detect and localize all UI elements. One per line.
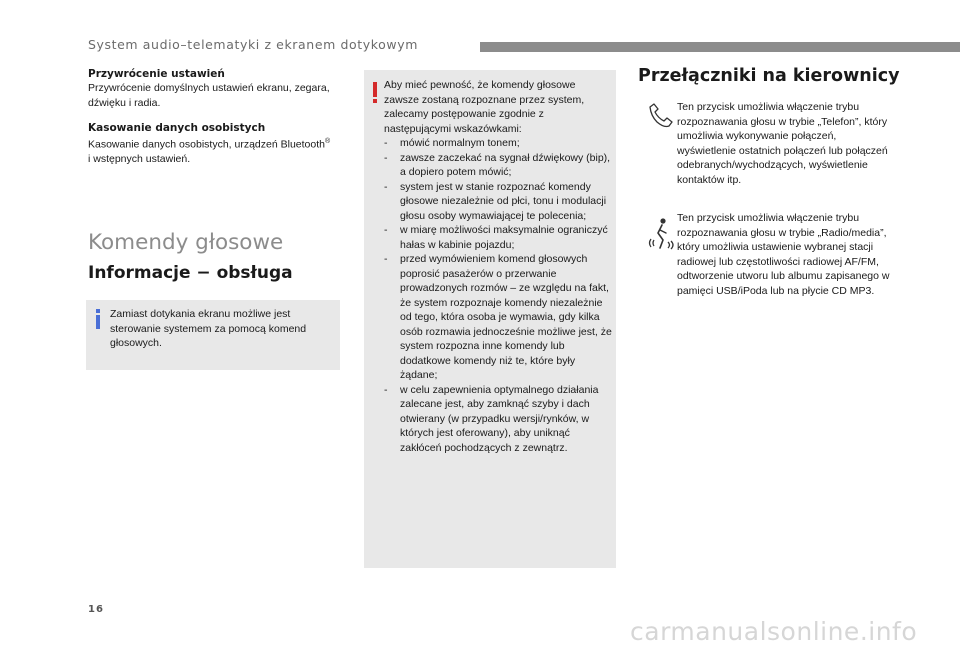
info-box bbox=[86, 300, 340, 370]
list-dash: - bbox=[384, 137, 388, 149]
voice-heading: Komendy głosowe bbox=[88, 230, 284, 255]
list-dash: - bbox=[384, 224, 388, 236]
delete-title: Kasowanie danych osobistych bbox=[88, 122, 266, 134]
list-item-text: przed wymówieniem komend głosowych poprosić pasażerów o przerwanie prowadzonych rozmów – ze względu na fakt, że system rozpoznaje komendy niezależnie od tego, która osoba je wymawia, gdy kilka osób rozmawia jednocześnie możliwe jest, że system rozpozna inne komendy lub dodatkowe komendy niż te, które były żądane; bbox=[400, 253, 612, 381]
list-item bbox=[384, 180, 612, 224]
header-bar bbox=[480, 42, 960, 52]
warning-icon bbox=[371, 82, 379, 104]
reset-body: Przywrócenie domyślnych ustawień ekranu, zegara, dźwięku i radia. bbox=[88, 82, 330, 109]
list-item bbox=[384, 223, 612, 252]
list-item bbox=[384, 383, 612, 456]
voice-button-text: Ten przycisk umożliwia włączenie trybu rozpoznawania głosu w trybie „Radio/media”, który umożliwia ustawienie wybranej stacji radiowej lub częstotliwości radiowej AF/FM, odtworzenie utworu lub albumu zapisanego w pamięci USB/iPoda lub na płycie CD MP3. bbox=[677, 212, 890, 297]
settings-sections bbox=[88, 68, 348, 179]
info-text: Zamiast dotykania ekranu możliwe jest sterowanie systemem za pomocą komend głosowych. bbox=[110, 308, 307, 349]
warning-intro: Aby mieć pewność, że komendy głosowe zawsze zostaną rozpoznane przez system, zalecamy postępowanie zgodnie z następującymi wskazówkami: bbox=[384, 79, 585, 135]
voice-command-icon bbox=[646, 217, 678, 257]
list-item bbox=[384, 151, 612, 180]
registered-mark: ® bbox=[324, 138, 331, 145]
watermark: carmanualsonline.info bbox=[630, 617, 918, 646]
reset-title: Przywrócenie ustawień bbox=[88, 68, 225, 80]
list-item-text: w celu zapewnienia optymalnego działania zalecane jest, aby zamknąć szyby i dach otwierany (w przypadku wersji/rynków, w których jest oferowany), aby uniknąć zakłóceń pochodzących z zewnątrz. bbox=[400, 383, 599, 454]
warning-box bbox=[364, 70, 616, 568]
delete-body-start: Kasowanie danych osobistych, urządzeń Bluetooth bbox=[88, 138, 325, 151]
page-number: 16 bbox=[88, 604, 104, 615]
list-dash: - bbox=[384, 253, 388, 265]
delete-body-end: i wstępnych ustawień. bbox=[88, 153, 191, 165]
delete-body bbox=[88, 135, 348, 167]
steering-heading: Przełączniki na kierownicy bbox=[638, 66, 900, 86]
voice-subheading: Informacje − obsługa bbox=[88, 263, 293, 283]
phone-icon bbox=[646, 102, 674, 130]
list-item bbox=[384, 136, 612, 151]
list-dash: - bbox=[384, 383, 388, 396]
list-item-text: system jest w stanie rozpoznać komendy głosowe niezależnie od płci, tonu i modulacji głosu osoby wymawiającej te polecenia; bbox=[400, 180, 607, 222]
header-title: System audio–telematyki z ekranem dotykowym bbox=[88, 37, 418, 52]
list-dash: - bbox=[384, 180, 388, 193]
phone-button-text: Ten przycisk umożliwia włączenie trybu rozpoznawania głosu w trybie „Telefon”, który umożliwia wykonywanie połączeń, wyświetlenie ostatnich połączeń lub połączeń odebranych/wychodzących, wyświetlenie kontaktów itp. bbox=[677, 101, 888, 186]
list-item-text: zawsze zaczekać na sygnał dźwiękowy (bip), a dopiero potem mówić; bbox=[400, 151, 611, 178]
list-item bbox=[384, 252, 612, 383]
info-icon bbox=[94, 309, 103, 329]
list-item-text: mówić normalnym tonem; bbox=[400, 137, 520, 149]
warning-list bbox=[384, 136, 612, 455]
list-dash: - bbox=[384, 151, 388, 164]
list-item-text: w miarę możliwości maksymalnie ograniczyć hałas w kabinie pojazdu; bbox=[400, 224, 608, 251]
